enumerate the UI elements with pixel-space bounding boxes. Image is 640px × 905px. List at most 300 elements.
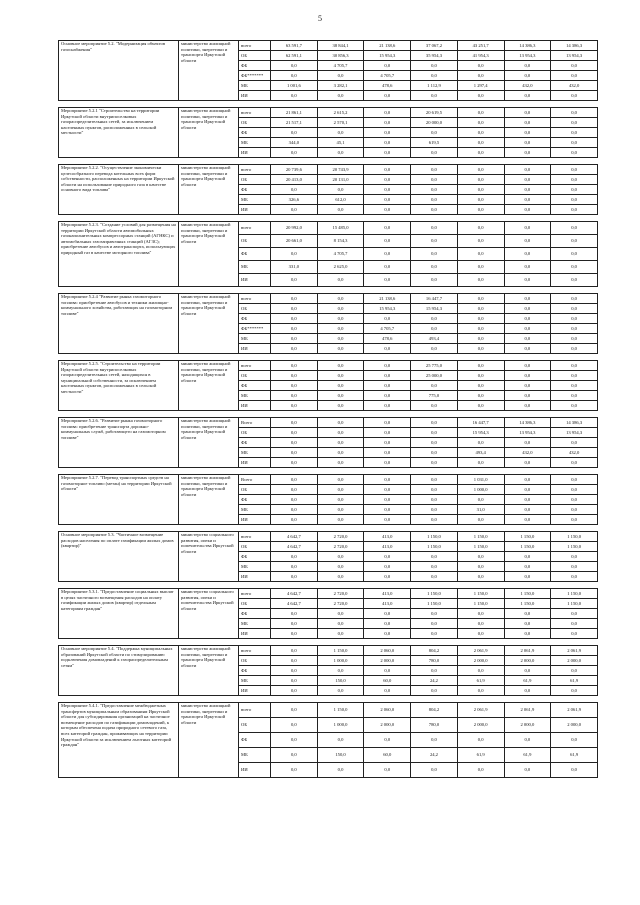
amount-cell: 0,0 [551, 438, 598, 448]
amount-cell: 0,0 [504, 371, 551, 381]
table-row [59, 475, 598, 485]
amount-cell: 0,0 [504, 91, 551, 101]
amount-cell: 0,0 [551, 195, 598, 205]
amount-cell: 2 060,0 [364, 646, 411, 656]
amount-cell: 0,0 [504, 562, 551, 572]
amount-cell: 0,0 [551, 552, 598, 562]
amount-cell: 0,0 [317, 185, 364, 195]
amount-cell: 0,0 [317, 418, 364, 428]
amount-cell: 0,0 [364, 552, 411, 562]
amount-cell: 0,0 [457, 261, 504, 274]
funding-source: ФБ [239, 495, 271, 505]
amount-cell: 0,0 [457, 91, 504, 101]
amount-cell: 0,0 [271, 646, 318, 656]
amount-cell: 2 060,0 [364, 703, 411, 718]
amount-cell: 0,0 [271, 485, 318, 495]
amount-cell: 0,0 [271, 391, 318, 401]
table-row [59, 703, 598, 718]
amount-cell: 0,0 [504, 165, 551, 175]
amount-cell: 0,0 [271, 361, 318, 371]
amount-cell: 0,0 [504, 666, 551, 676]
amount-cell: 0,0 [271, 515, 318, 525]
separator-cell [59, 696, 598, 703]
amount-cell: 21 138,6 [364, 294, 411, 304]
block-separator [59, 525, 598, 532]
activity-name: Основное мероприятие 5.4. "Поддержка муниципальных образований Иркутской области по стимулированию подключения домовладений к газораспределительным сетям" [59, 646, 179, 696]
funding-source: ФБ [239, 733, 271, 748]
amount-cell: 13 954,3 [504, 51, 551, 61]
amount-cell: 2 625,0 [317, 261, 364, 274]
amount-cell: 0,0 [504, 763, 551, 778]
separator-cell [59, 582, 598, 589]
funding-source: ОБ [239, 485, 271, 495]
amount-cell: 0,0 [411, 205, 458, 215]
funding-source: ФБ******* [239, 71, 271, 81]
amount-cell: 0,0 [551, 175, 598, 185]
amount-cell: 0,0 [271, 495, 318, 505]
amount-cell: 14 386,3 [504, 41, 551, 51]
amount-cell: 30 856,3 [317, 51, 364, 61]
block-separator [59, 696, 598, 703]
funding-source: ИИ [239, 686, 271, 696]
amount-cell: 493,4 [411, 334, 458, 344]
amount-cell: 0,0 [551, 562, 598, 572]
amount-cell: 0,0 [271, 438, 318, 448]
funding-source: ИИ [239, 458, 271, 468]
amount-cell: 61,9 [504, 676, 551, 686]
amount-cell: 0,0 [364, 138, 411, 148]
amount-cell: 0,0 [271, 686, 318, 696]
amount-cell: 1 150,0 [504, 532, 551, 542]
amount-cell: 1 150,0 [457, 599, 504, 609]
activity-name: Мероприятие 5.2.7. "Перевод транспортных средств на газомоторное топливо (метан) на территории Иркутской области" [59, 475, 179, 525]
amount-cell: 0,0 [317, 686, 364, 696]
funding-source: ОБ [239, 718, 271, 733]
amount-cell: 8 154,3 [317, 235, 364, 248]
amount-cell: 20 743,9 [317, 165, 364, 175]
funding-source: ФБ [239, 185, 271, 195]
amount-cell: 25 775,0 [411, 361, 458, 371]
amount-cell: 0,0 [504, 629, 551, 639]
amount-cell: 0,0 [551, 294, 598, 304]
amount-cell: 2 570,1 [317, 118, 364, 128]
amount-cell: 0,0 [364, 401, 411, 411]
amount-cell: 1 150,0 [457, 532, 504, 542]
funding-source: ОБ [239, 542, 271, 552]
amount-cell: 21 517,1 [271, 118, 318, 128]
amount-cell: 0,0 [364, 118, 411, 128]
amount-cell: 0,0 [551, 344, 598, 354]
funding-source: МБ [239, 619, 271, 629]
amount-cell: 1 297,4 [457, 81, 504, 91]
amount-cell: 0,0 [457, 334, 504, 344]
separator-cell [59, 525, 598, 532]
amount-cell: 0,0 [271, 61, 318, 71]
amount-cell: 1 150,0 [551, 599, 598, 609]
amount-cell: 0,0 [457, 175, 504, 185]
amount-cell: 0,0 [271, 676, 318, 686]
amount-cell: 4 705,7 [364, 71, 411, 81]
amount-cell: 0,0 [551, 118, 598, 128]
amount-cell: 0,0 [364, 475, 411, 485]
amount-cell: 0,0 [411, 475, 458, 485]
amount-cell: 0,0 [504, 619, 551, 629]
amount-cell: 0,0 [551, 515, 598, 525]
amount-cell: 413,0 [364, 589, 411, 599]
amount-cell: 0,0 [457, 71, 504, 81]
amount-cell: 41 954,3 [457, 51, 504, 61]
amount-cell: 0,0 [551, 391, 598, 401]
funding-source: ФБ [239, 381, 271, 391]
amount-cell: 0,0 [271, 381, 318, 391]
amount-cell: 0,0 [551, 619, 598, 629]
amount-cell: 2 720,0 [317, 599, 364, 609]
amount-cell: 0,0 [551, 686, 598, 696]
amount-cell: 2 000,0 [551, 718, 598, 733]
activity-name: Основное мероприятие 5.2. "Модернизация объектов газоснабжения" [59, 41, 179, 101]
amount-cell: 0,0 [457, 248, 504, 261]
amount-cell: 0,0 [457, 205, 504, 215]
amount-cell: 0,0 [364, 428, 411, 438]
amount-cell: 0,0 [271, 619, 318, 629]
amount-cell: 0,0 [364, 485, 411, 495]
block-separator [59, 354, 598, 361]
funding-source: ФБ [239, 61, 271, 71]
budget-table [58, 40, 598, 778]
amount-cell: 0,0 [411, 438, 458, 448]
amount-cell: 1 150,0 [411, 589, 458, 599]
block-separator [59, 639, 598, 646]
amount-cell: 0,0 [317, 91, 364, 101]
amount-cell: 0,0 [411, 572, 458, 582]
amount-cell: 0,0 [364, 438, 411, 448]
amount-cell: 0,0 [271, 401, 318, 411]
amount-cell: 0,0 [271, 763, 318, 778]
amount-cell: 0,0 [411, 314, 458, 324]
amount-cell: 1 001,6 [271, 81, 318, 91]
amount-cell: 1 150,0 [551, 589, 598, 599]
amount-cell: 21 138,6 [364, 41, 411, 51]
amount-cell: 37 067,2 [411, 41, 458, 51]
amount-cell: 0,0 [317, 381, 364, 391]
amount-cell: 20 619,5 [411, 108, 458, 118]
amount-cell: 0,0 [317, 448, 364, 458]
amount-cell: 0,0 [457, 371, 504, 381]
funding-source: ИИ [239, 205, 271, 215]
amount-cell: 0,0 [457, 401, 504, 411]
block-separator [59, 158, 598, 165]
amount-cell: 0,0 [551, 248, 598, 261]
amount-cell: 0,0 [271, 748, 318, 763]
funding-source: ФБ [239, 314, 271, 324]
amount-cell: 0,0 [411, 61, 458, 71]
block-separator [59, 287, 598, 294]
amount-cell: 0,0 [504, 475, 551, 485]
funding-source: ИИ [239, 274, 271, 287]
amount-cell: 0,0 [364, 185, 411, 195]
amount-cell: 331,0 [271, 261, 318, 274]
amount-cell: 0,0 [551, 401, 598, 411]
amount-cell: 0,0 [364, 629, 411, 639]
amount-cell: 1 150,0 [551, 542, 598, 552]
amount-cell: 15 954,3 [411, 304, 458, 314]
funding-source: всего [239, 532, 271, 542]
amount-cell: 1 150,0 [504, 589, 551, 599]
amount-cell: 0,0 [457, 148, 504, 158]
amount-cell: 0,0 [271, 733, 318, 748]
amount-cell: 4 705,7 [317, 61, 364, 71]
funding-source: ИИ [239, 344, 271, 354]
amount-cell: 0,0 [317, 458, 364, 468]
funding-source: МБ [239, 676, 271, 686]
block-separator [59, 411, 598, 418]
amount-cell: 16 447,7 [457, 418, 504, 428]
activity-name: Мероприятие 5.2.6. "Развитие рынка газомоторного топлива: приобретение транспорта дорожно-коммунальных служб, работающего на газомоторном топливе" [59, 418, 179, 468]
block-separator [59, 215, 598, 222]
amount-cell: 0,0 [364, 619, 411, 629]
amount-cell: 0,0 [457, 118, 504, 128]
amount-cell: 0,0 [551, 572, 598, 582]
executor: министерство жилищной политики, энергетики и транспорта Иркутской области [179, 294, 239, 354]
amount-cell: 0,0 [364, 175, 411, 185]
amount-cell: 0,0 [364, 371, 411, 381]
amount-cell: 0,0 [411, 91, 458, 101]
table-row [59, 361, 598, 371]
amount-cell: 432,0 [551, 81, 598, 91]
amount-cell: 0,0 [504, 458, 551, 468]
funding-source: МБ [239, 195, 271, 205]
amount-cell: 804,2 [411, 703, 458, 718]
amount-cell: 0,0 [504, 609, 551, 619]
amount-cell: 0,0 [551, 485, 598, 495]
amount-cell: 0,0 [364, 495, 411, 505]
funding-source: ОБ [239, 428, 271, 438]
amount-cell: 2 000,0 [504, 718, 551, 733]
amount-cell: 1 150,0 [457, 589, 504, 599]
amount-cell: 0,0 [271, 552, 318, 562]
amount-cell: 0,0 [411, 505, 458, 515]
amount-cell: 0,0 [551, 733, 598, 748]
separator-cell [59, 411, 598, 418]
amount-cell: 61,9 [457, 676, 504, 686]
amount-cell: 2 061,9 [504, 646, 551, 656]
amount-cell: 0,0 [271, 344, 318, 354]
funding-source: ИИ [239, 91, 271, 101]
amount-cell: 0,0 [551, 304, 598, 314]
funding-source: МБ [239, 138, 271, 148]
amount-cell: 0,0 [457, 222, 504, 235]
table-row [59, 418, 598, 428]
funding-source: ИИ [239, 629, 271, 639]
amount-cell: 0,0 [411, 128, 458, 138]
amount-cell: 2 061,9 [551, 703, 598, 718]
amount-cell: 0,0 [551, 108, 598, 118]
amount-cell: 0,0 [411, 448, 458, 458]
amount-cell: 0,0 [317, 205, 364, 215]
amount-cell: 1 150,0 [411, 599, 458, 609]
amount-cell: 0,0 [364, 505, 411, 515]
amount-cell: 0,0 [551, 274, 598, 287]
separator-cell [59, 215, 598, 222]
amount-cell: 20 000,0 [411, 118, 458, 128]
funding-source: всего [239, 165, 271, 175]
amount-cell: 0,0 [271, 475, 318, 485]
amount-cell: 0,0 [457, 195, 504, 205]
amount-cell: 326,6 [271, 195, 318, 205]
amount-cell: 0,0 [364, 686, 411, 696]
funding-source: ФБ [239, 552, 271, 562]
amount-cell: 0,0 [551, 61, 598, 71]
amount-cell: 0,0 [271, 703, 318, 718]
funding-source: Всего [239, 475, 271, 485]
amount-cell: 0,0 [411, 418, 458, 428]
block-separator [59, 101, 598, 108]
amount-cell: 61,9 [551, 676, 598, 686]
separator-cell [59, 158, 598, 165]
amount-cell: 0,0 [271, 334, 318, 344]
amount-cell: 619,5 [411, 138, 458, 148]
funding-source: МБ [239, 391, 271, 401]
amount-cell: 15 485,0 [317, 222, 364, 235]
amount-cell: 61,9 [551, 748, 598, 763]
amount-cell: 60,0 [364, 676, 411, 686]
activity-name: Мероприятие 5.4.1. "Предоставление межбюджетных трансфертов муниципальным образованиям Иркутской области для субсидирования организаций на частичное возмещение расходов по газификации домовладений, к которым обеспечена подача природного сетевого газа, всех категорий граждан, проживающих на территории Иркутской области за исключением льготных категорий граждан" [59, 703, 179, 778]
amount-cell: 0,0 [504, 344, 551, 354]
amount-cell: 0,0 [317, 609, 364, 619]
amount-cell: 0,0 [317, 401, 364, 411]
amount-cell: 0,0 [457, 381, 504, 391]
amount-cell: 0,0 [551, 334, 598, 344]
funding-source: всего [239, 41, 271, 51]
amount-cell: 478,6 [364, 334, 411, 344]
amount-cell: 4 705,7 [317, 248, 364, 261]
amount-cell: 0,0 [551, 609, 598, 619]
amount-cell: 4 705,7 [364, 324, 411, 334]
amount-cell: 13 954,3 [504, 428, 551, 438]
amount-cell: 25 000,0 [411, 371, 458, 381]
amount-cell: 0,0 [317, 304, 364, 314]
amount-cell: 0,0 [317, 733, 364, 748]
amount-cell: 0,0 [457, 609, 504, 619]
amount-cell: 0,0 [411, 185, 458, 195]
amount-cell: 0,0 [551, 185, 598, 195]
amount-cell: 0,0 [551, 495, 598, 505]
amount-cell: 0,0 [457, 733, 504, 748]
amount-cell: 0,0 [457, 108, 504, 118]
executor: министерство социального развития, опеки и попечительства Иркутской области [179, 532, 239, 582]
amount-cell: 0,0 [317, 763, 364, 778]
amount-cell: 0,0 [504, 195, 551, 205]
executor: министерство жилищной политики, энергетики и транспорта Иркутской области [179, 165, 239, 215]
amount-cell: 0,0 [457, 629, 504, 639]
amount-cell: 0,0 [457, 61, 504, 71]
funding-source: МБ [239, 81, 271, 91]
amount-cell: 13 954,3 [551, 428, 598, 438]
amount-cell: 0,0 [411, 261, 458, 274]
block-separator [59, 582, 598, 589]
amount-cell: 0,0 [271, 666, 318, 676]
amount-cell: 0,0 [551, 91, 598, 101]
amount-cell: 0,0 [504, 261, 551, 274]
amount-cell: 0,0 [364, 733, 411, 748]
amount-cell: 0,0 [551, 666, 598, 676]
amount-cell: 0,0 [271, 148, 318, 158]
amount-cell: 775,0 [411, 391, 458, 401]
amount-cell: 0,0 [271, 371, 318, 381]
amount-cell: 0,0 [317, 128, 364, 138]
amount-cell: 1 000,0 [317, 656, 364, 666]
amount-cell: 38 844,1 [317, 41, 364, 51]
amount-cell: 4 642,7 [271, 542, 318, 552]
amount-cell: 62 591,1 [271, 51, 318, 61]
amount-cell: 13 954,3 [551, 51, 598, 61]
amount-cell: 0,0 [411, 495, 458, 505]
amount-cell: 413,0 [364, 599, 411, 609]
amount-cell: 0,0 [457, 515, 504, 525]
amount-cell: 0,0 [364, 609, 411, 619]
amount-cell: 413,0 [364, 532, 411, 542]
funding-source: ОБ [239, 656, 271, 666]
amount-cell: 0,0 [551, 629, 598, 639]
amount-cell: 0,0 [317, 629, 364, 639]
activity-name: Мероприятие 5.2.2. "Осуществление экономически целесообразного перевода котельных всех форм собственности, расположенных на территории Иркутской области на использование природного газа в качестве основного вида топлива" [59, 165, 179, 215]
amount-cell: 2 720,0 [317, 589, 364, 599]
amount-cell: 0,0 [457, 235, 504, 248]
funding-source: ИИ [239, 515, 271, 525]
amount-cell: 0,0 [271, 609, 318, 619]
separator-cell [59, 639, 598, 646]
amount-cell: 0,0 [364, 128, 411, 138]
amount-cell: 0,0 [271, 128, 318, 138]
amount-cell: 1 150,0 [411, 542, 458, 552]
amount-cell: 2 061,9 [457, 703, 504, 718]
amount-cell: 2 720,0 [317, 532, 364, 542]
amount-cell: 45,1 [317, 138, 364, 148]
amount-cell: 0,0 [317, 572, 364, 582]
funding-source: ФБ [239, 438, 271, 448]
amount-cell: 0,0 [551, 148, 598, 158]
amount-cell: 0,0 [317, 552, 364, 562]
executor: министерство жилищной политики, энергетики и транспорта Иркутской области [179, 475, 239, 525]
amount-cell: 0,0 [551, 505, 598, 515]
amount-cell: 344,0 [271, 138, 318, 148]
executor: министерство жилищной политики, энергетики и транспорта Иркутской области [179, 646, 239, 696]
amount-cell: 0,0 [364, 572, 411, 582]
amount-cell: 0,0 [504, 222, 551, 235]
amount-cell: 0,0 [457, 294, 504, 304]
funding-source: ОБ [239, 175, 271, 185]
amount-cell: 0,0 [317, 148, 364, 158]
funding-source: ФБ [239, 248, 271, 261]
amount-cell: 4 642,7 [271, 599, 318, 609]
amount-cell: 1 000,0 [457, 485, 504, 495]
funding-source: ФБ [239, 609, 271, 619]
amount-cell: 0,0 [317, 344, 364, 354]
amount-cell: 0,0 [551, 371, 598, 381]
amount-cell: 0,0 [364, 165, 411, 175]
amount-cell: 0,0 [551, 205, 598, 215]
amount-cell: 2 000,0 [364, 656, 411, 666]
amount-cell: 0,0 [411, 629, 458, 639]
amount-cell: 0,0 [411, 763, 458, 778]
amount-cell: 0,0 [551, 222, 598, 235]
amount-cell: 0,0 [457, 562, 504, 572]
amount-cell: 0,0 [504, 118, 551, 128]
activity-name: Основное мероприятие 5.3. "Частичное возмещение расходов населения по оплате газификации жилых домов (квартир)" [59, 532, 179, 582]
executor: министерство жилищной политики, энергетики и транспорта Иркутской области [179, 222, 239, 287]
amount-cell: 0,0 [551, 261, 598, 274]
amount-cell: 0,0 [271, 428, 318, 438]
